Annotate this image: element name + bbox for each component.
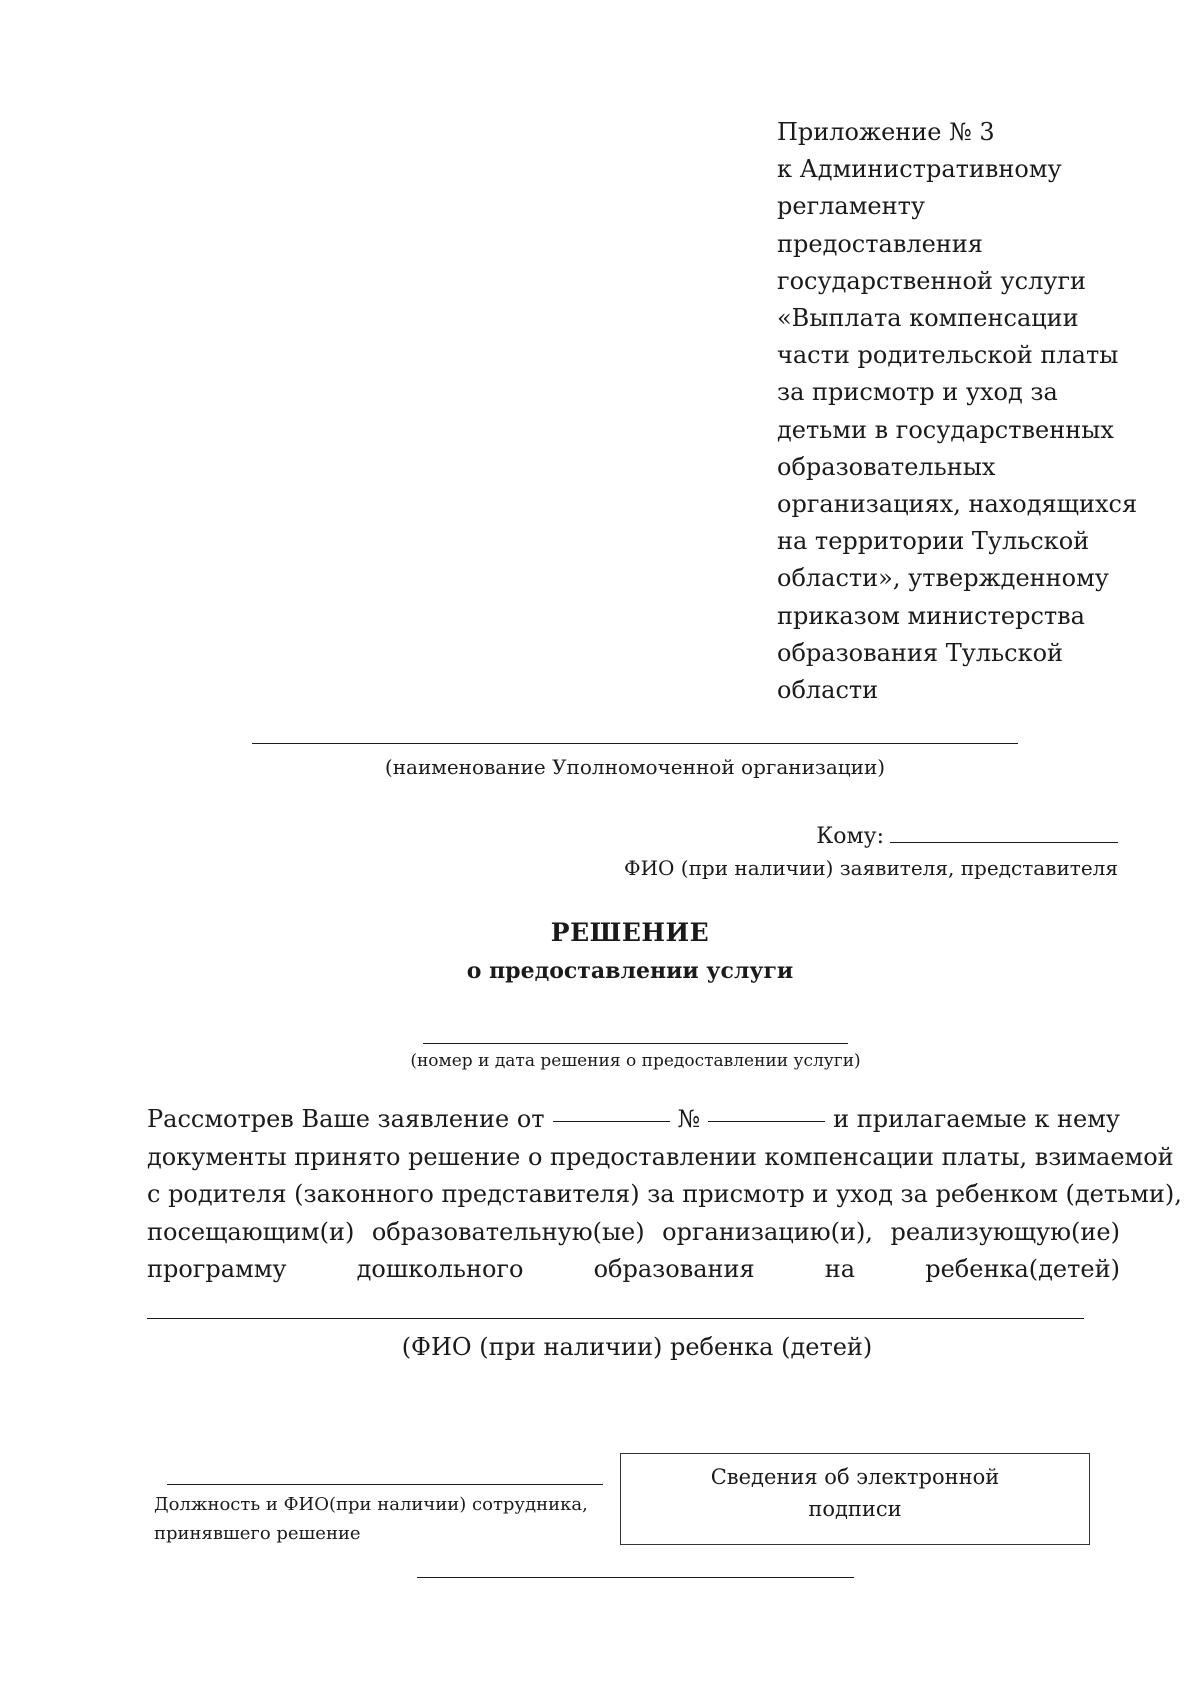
body-line-1 — [147, 1101, 1120, 1139]
body-line-5 — [147, 1251, 1120, 1289]
recipient-blank[interactable] — [890, 820, 1118, 843]
signature-box-line: Сведения об электронной — [710, 1465, 1000, 1489]
decision-number-line[interactable] — [423, 1043, 848, 1044]
org-name-caption: (наименование Уполномоченной организации) — [384, 755, 886, 779]
body-line-3 — [147, 1176, 1182, 1214]
body-word: программу — [147, 1255, 287, 1283]
child-name-line[interactable] — [147, 1318, 1084, 1319]
appendix-line: части родительской платы — [777, 341, 1119, 370]
employee-caption-line: Должность и ФИО(при наличии) сотрудника, — [154, 1494, 588, 1515]
body-text-number-sign: № — [677, 1105, 701, 1133]
appendix-line: области», утвержденному — [777, 564, 1109, 593]
body-word: образования — [593, 1255, 755, 1283]
body-word: на — [824, 1255, 856, 1283]
employee-signature-line[interactable] — [167, 1484, 603, 1485]
body-line-4 — [147, 1214, 1120, 1252]
body-word: посещающим(и) — [147, 1217, 355, 1246]
bottom-line[interactable] — [417, 1577, 854, 1578]
appendix-line: к Административному — [777, 155, 1062, 184]
appendix-line: приказом министерства — [777, 601, 1085, 630]
employee-caption-line: принявшего решение — [154, 1523, 361, 1544]
body-line-2 — [147, 1139, 1174, 1177]
appendix-line: государственной услуги — [777, 266, 1087, 295]
org-name-line[interactable] — [252, 743, 1018, 744]
body-word: дошкольного — [356, 1255, 524, 1283]
body-word: ребенка(детей) — [925, 1255, 1120, 1283]
body-text-considered: Рассмотрев Ваше заявление от — [147, 1105, 545, 1133]
appendix-line: организациях, находящихся — [777, 490, 1138, 519]
appendix-line: области — [777, 676, 879, 705]
appendix-line: образовательных — [777, 452, 996, 481]
application-date-blank[interactable] — [553, 1101, 670, 1122]
decision-subtitle: о предоставлении услуги — [466, 958, 794, 984]
signature-box-line: подписи — [808, 1497, 902, 1521]
appendix-header — [777, 114, 1137, 709]
body-word: образовательную(ые) — [371, 1217, 645, 1246]
appendix-line: Приложение № 3 — [777, 118, 995, 146]
application-number-blank[interactable] — [708, 1101, 825, 1122]
body-word: организацию(и), — [662, 1217, 873, 1246]
recipient-label: Кому: — [816, 824, 884, 849]
recipient-field — [816, 820, 1118, 849]
appendix-line: на территории Тульской — [777, 527, 1090, 556]
decision-title: РЕШЕНИЕ — [550, 918, 710, 947]
appendix-line: образования Тульской — [777, 638, 1064, 667]
body-text-attached: и прилагаемые к нему — [833, 1105, 1120, 1133]
appendix-line: детьми в государственных — [777, 415, 1114, 444]
appendix-line: за присмотр и уход за — [777, 378, 1058, 407]
child-name-caption: (ФИО (при наличии) ребенка (детей) — [401, 1333, 873, 1361]
decision-number-caption: (номер и дата решения о предоставлении услуги) — [410, 1051, 861, 1071]
body-text: документы принято решение о предоставлении компенсации платы, взимаемой — [147, 1142, 1174, 1171]
body-text: с родителя (законного представителя) за присмотр и уход за ребенком (детьми), — [147, 1180, 1182, 1208]
recipient-caption: ФИО (при наличии) заявителя, представителя — [623, 856, 1118, 880]
electronic-signature-box — [620, 1453, 1090, 1545]
employee-caption — [154, 1490, 588, 1548]
appendix-line: «Выплата компенсации — [777, 304, 1079, 333]
body-word: реализующую(ие) — [890, 1217, 1120, 1246]
decision-body — [147, 1101, 1182, 1289]
appendix-line: предоставления — [777, 229, 983, 258]
appendix-line: регламенту — [777, 192, 925, 221]
